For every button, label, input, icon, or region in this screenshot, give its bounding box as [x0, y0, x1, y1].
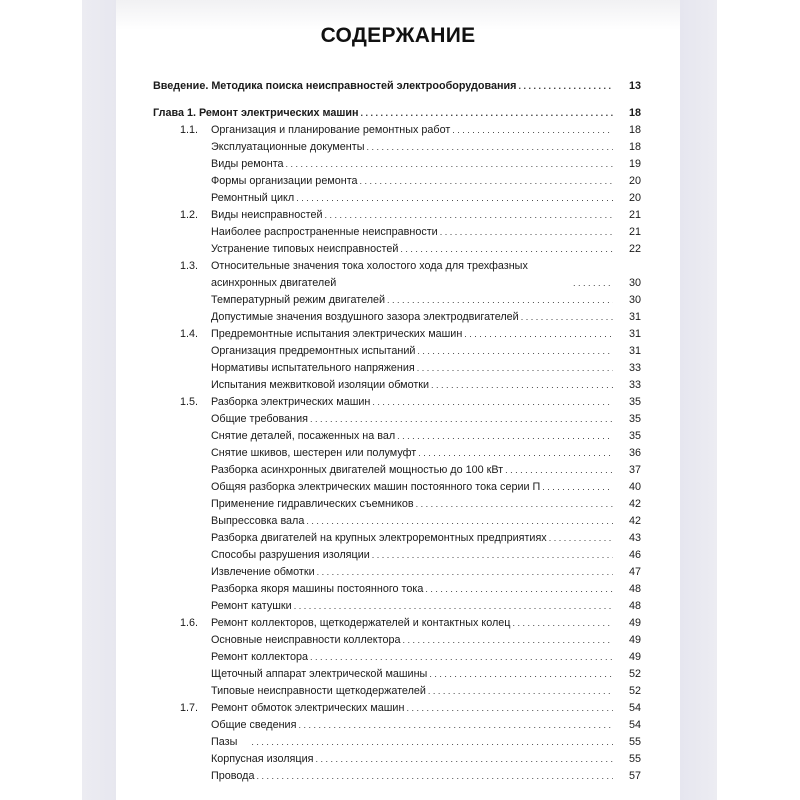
toc-label: Ремонт обмоток электрических машин	[211, 702, 405, 714]
toc-entry[interactable]	[153, 649, 641, 666]
toc-entry[interactable]	[153, 139, 641, 156]
toc-label: Допустимые значения воздушного зазора электродвигателей	[211, 311, 519, 323]
toc-page-number: 35	[628, 396, 641, 408]
toc-entry[interactable]	[153, 581, 641, 598]
toc-entry-chapter-1[interactable]	[153, 105, 641, 122]
leader-dots	[251, 734, 613, 751]
leader-dots	[418, 445, 613, 462]
toc-page-number: 49	[628, 634, 641, 646]
toc-entry[interactable]	[153, 462, 641, 479]
left-page-edge	[82, 0, 116, 800]
leader-dots	[406, 700, 613, 717]
leader-dots	[372, 394, 613, 411]
leader-dots	[440, 224, 613, 241]
leader-dots	[521, 309, 613, 326]
toc-entry[interactable]	[153, 751, 641, 768]
leader-dots	[372, 547, 613, 564]
toc-entry[interactable]	[153, 496, 641, 513]
toc-entry[interactable]	[153, 156, 641, 173]
toc-label: Введение. Методика поиска неисправностей электрооборудования	[153, 80, 517, 92]
leader-dots	[416, 496, 613, 513]
toc-entry[interactable]	[153, 700, 641, 717]
leader-dots	[256, 768, 613, 785]
toc-entry[interactable]	[153, 360, 641, 377]
toc-number: 1.7.	[180, 702, 199, 714]
toc-entry[interactable]	[153, 428, 641, 445]
toc-label: Снятие деталей, посаженных на вал	[211, 430, 396, 442]
toc-page-number: 57	[628, 770, 641, 782]
toc-label: Общяя разборка электрических машин постоянного тока серии П	[211, 481, 541, 493]
toc-entry[interactable]	[153, 564, 641, 581]
leader-dots	[306, 513, 613, 530]
toc-entry[interactable]	[153, 241, 641, 258]
toc-page-number: 33	[628, 362, 641, 374]
toc-page-number: 21	[628, 209, 641, 221]
toc-entry[interactable]	[153, 122, 641, 139]
toc-entry[interactable]	[153, 292, 641, 309]
leader-dots	[402, 632, 613, 649]
leader-dots	[464, 326, 613, 343]
leader-dots	[397, 428, 613, 445]
toc-label: Нормативы испытательного напряжения	[211, 362, 415, 374]
toc-entry[interactable]	[153, 309, 641, 326]
toc-number: 1.4.	[180, 328, 199, 340]
leader-dots	[387, 292, 613, 309]
toc-label: Снятие шкивов, шестерен или полумуфт	[211, 447, 417, 459]
leader-dots	[317, 564, 613, 581]
toc-page-number: 30	[628, 294, 641, 306]
toc-page-number: 31	[628, 311, 641, 323]
toc-entry[interactable]	[153, 768, 641, 785]
toc-label: Выпрессовка вала	[211, 515, 305, 527]
toc-entry[interactable]	[153, 717, 641, 734]
leader-dots	[573, 275, 613, 292]
toc-entry[interactable]	[153, 615, 641, 632]
toc-page-number: 18	[628, 124, 641, 136]
toc-label: Извлечение обмотки	[211, 566, 315, 578]
leader-dots	[325, 207, 613, 224]
toc-label: Разборка асинхронных двигателей мощностью до 100 кВт	[211, 464, 504, 476]
toc-page-number: 55	[628, 736, 641, 748]
toc-entry[interactable]	[153, 598, 641, 615]
toc-label: Глава 1. Ремонт электрических машин	[153, 107, 359, 119]
toc-page-number: 19	[628, 158, 641, 170]
leader-dots	[549, 530, 613, 547]
toc-entry[interactable]	[153, 224, 641, 241]
toc-entry[interactable]	[153, 394, 641, 411]
toc-label: Ремонт катушки	[211, 600, 292, 612]
toc-page-number: 42	[628, 515, 641, 527]
leader-dots	[512, 615, 613, 632]
toc-label: Виды ремонта	[211, 158, 284, 170]
toc-label: Ремонт коллекторов, щеткодержателей и контактных колец	[211, 617, 511, 629]
toc-page-number: 42	[628, 498, 641, 510]
toc-label: Ремонтный цикл	[211, 192, 295, 204]
leader-dots	[315, 751, 613, 768]
toc-label: Формы организации ремонта	[211, 175, 358, 187]
table-of-contents	[153, 78, 641, 785]
leader-dots	[505, 462, 613, 479]
toc-entry-introduction[interactable]	[153, 78, 641, 95]
toc-page-number: 22	[628, 243, 641, 255]
toc-page-number: 18	[628, 141, 641, 153]
toc-entry[interactable]	[153, 530, 641, 547]
toc-label: Испытания межвитковой изоляции обмотки	[211, 379, 430, 391]
toc-label: Наиболее распространенные неисправности	[211, 226, 438, 238]
leader-dots	[360, 173, 613, 190]
leader-dots	[518, 78, 613, 95]
toc-entry[interactable]	[153, 343, 641, 360]
toc-page-number: 49	[628, 651, 641, 663]
toc-entry[interactable]	[153, 513, 641, 530]
toc-label: Виды неисправностей	[211, 209, 323, 221]
toc-number: 1.3.	[180, 260, 199, 272]
toc-label: Разборка двигателей на крупных электроремонтных предприятиях	[211, 532, 547, 544]
toc-page-number: 54	[628, 702, 641, 714]
toc-entry[interactable]	[153, 411, 641, 428]
leader-dots	[366, 139, 613, 156]
toc-entry[interactable]	[153, 734, 641, 751]
toc-page-number: 33	[628, 379, 641, 391]
toc-entry[interactable]	[153, 666, 641, 683]
toc-entry[interactable]	[153, 326, 641, 343]
toc-entry[interactable]	[153, 683, 641, 700]
leader-dots	[286, 156, 613, 173]
leader-dots	[294, 598, 613, 615]
toc-page-number: 31	[628, 345, 641, 357]
leader-dots	[431, 377, 613, 394]
toc-page-number: 48	[628, 583, 641, 595]
leader-dots	[429, 666, 613, 683]
toc-label: Организация предремонтных испытаний	[211, 345, 416, 357]
toc-entry[interactable]	[153, 190, 641, 207]
toc-label: Общие сведения	[211, 719, 297, 731]
toc-page-number: 47	[628, 566, 641, 578]
toc-number: 1.1.	[180, 124, 199, 136]
toc-entry[interactable]	[153, 632, 641, 649]
toc-page-number: 18	[628, 107, 641, 119]
toc-entry[interactable]	[153, 173, 641, 190]
toc-label: Предремонтные испытания электрических машин	[211, 328, 463, 340]
leader-dots	[298, 717, 613, 734]
toc-label: Провода	[211, 770, 255, 782]
leader-dots	[452, 122, 613, 139]
toc-label: Пазы	[211, 736, 238, 748]
toc-label: Ремонт коллектора	[211, 651, 308, 663]
toc-label: Способы разрушения изоляции	[211, 549, 370, 561]
toc-label: Общие требования	[211, 413, 308, 425]
page-title: СОДЕРЖАНИЕ	[320, 24, 476, 47]
toc-label: Применение гидравлических съемников	[211, 498, 414, 510]
toc-page-number: 52	[628, 685, 641, 697]
toc-page-number: 48	[628, 600, 641, 612]
toc-page-number: 30	[628, 277, 641, 289]
toc-entry[interactable]	[153, 547, 641, 564]
right-page-edge	[680, 0, 717, 800]
toc-label: Разборка якоря машины постоянного тока	[211, 583, 424, 595]
toc-entry[interactable]	[153, 258, 641, 292]
toc-page-number: 54	[628, 719, 641, 731]
toc-label: Основные неисправности коллектора	[211, 634, 401, 646]
leader-dots	[400, 241, 613, 258]
leader-dots	[417, 360, 613, 377]
toc-label: Разборка электрических машин	[211, 396, 371, 408]
toc-page-number: 49	[628, 617, 641, 629]
toc-page-number: 20	[628, 192, 641, 204]
toc-page-number: 55	[628, 753, 641, 765]
leader-dots	[428, 683, 613, 700]
toc-number: 1.2.	[180, 209, 199, 221]
toc-entry[interactable]	[153, 445, 641, 462]
toc-page-number: 40	[628, 481, 641, 493]
toc-page-number: 20	[628, 175, 641, 187]
toc-label: Температурный режим двигателей	[211, 294, 386, 306]
leader-dots	[310, 411, 613, 428]
leader-dots	[310, 649, 613, 666]
toc-page-number: 36	[628, 447, 641, 459]
toc-number: 1.6.	[180, 617, 199, 629]
toc-page-number: 43	[628, 532, 641, 544]
leader-dots	[417, 343, 613, 360]
toc-label: Типовые неисправности щеткодержателей	[211, 685, 426, 697]
leader-dots	[425, 581, 613, 598]
toc-label: Устранение типовых неисправностей	[211, 243, 399, 255]
toc-label: Организация и планирование ремонтных работ	[211, 124, 451, 136]
toc-page-number: 35	[628, 413, 641, 425]
toc-page-number: 13	[628, 80, 641, 92]
toc-number: 1.5.	[180, 396, 199, 408]
leader-dots	[542, 479, 613, 496]
leader-dots	[361, 105, 613, 122]
toc-page-number: 52	[628, 668, 641, 680]
toc-label: Щеточный аппарат электрической машины	[211, 668, 428, 680]
toc-label: Относительные значения тока холостого хода для трехфазных асинхронных двигателей	[211, 260, 528, 289]
toc-entry[interactable]	[153, 479, 641, 496]
toc-page-number: 46	[628, 549, 641, 561]
toc-entry[interactable]	[153, 377, 641, 394]
toc-page-number: 35	[628, 430, 641, 442]
toc-page-number: 21	[628, 226, 641, 238]
leader-dots	[296, 190, 613, 207]
toc-entry[interactable]	[153, 207, 641, 224]
toc-label: Эксплуатационные документы	[211, 141, 365, 153]
toc-page-number: 31	[628, 328, 641, 340]
toc-label: Корпусная изоляция	[211, 753, 314, 765]
toc-page-number: 37	[628, 464, 641, 476]
